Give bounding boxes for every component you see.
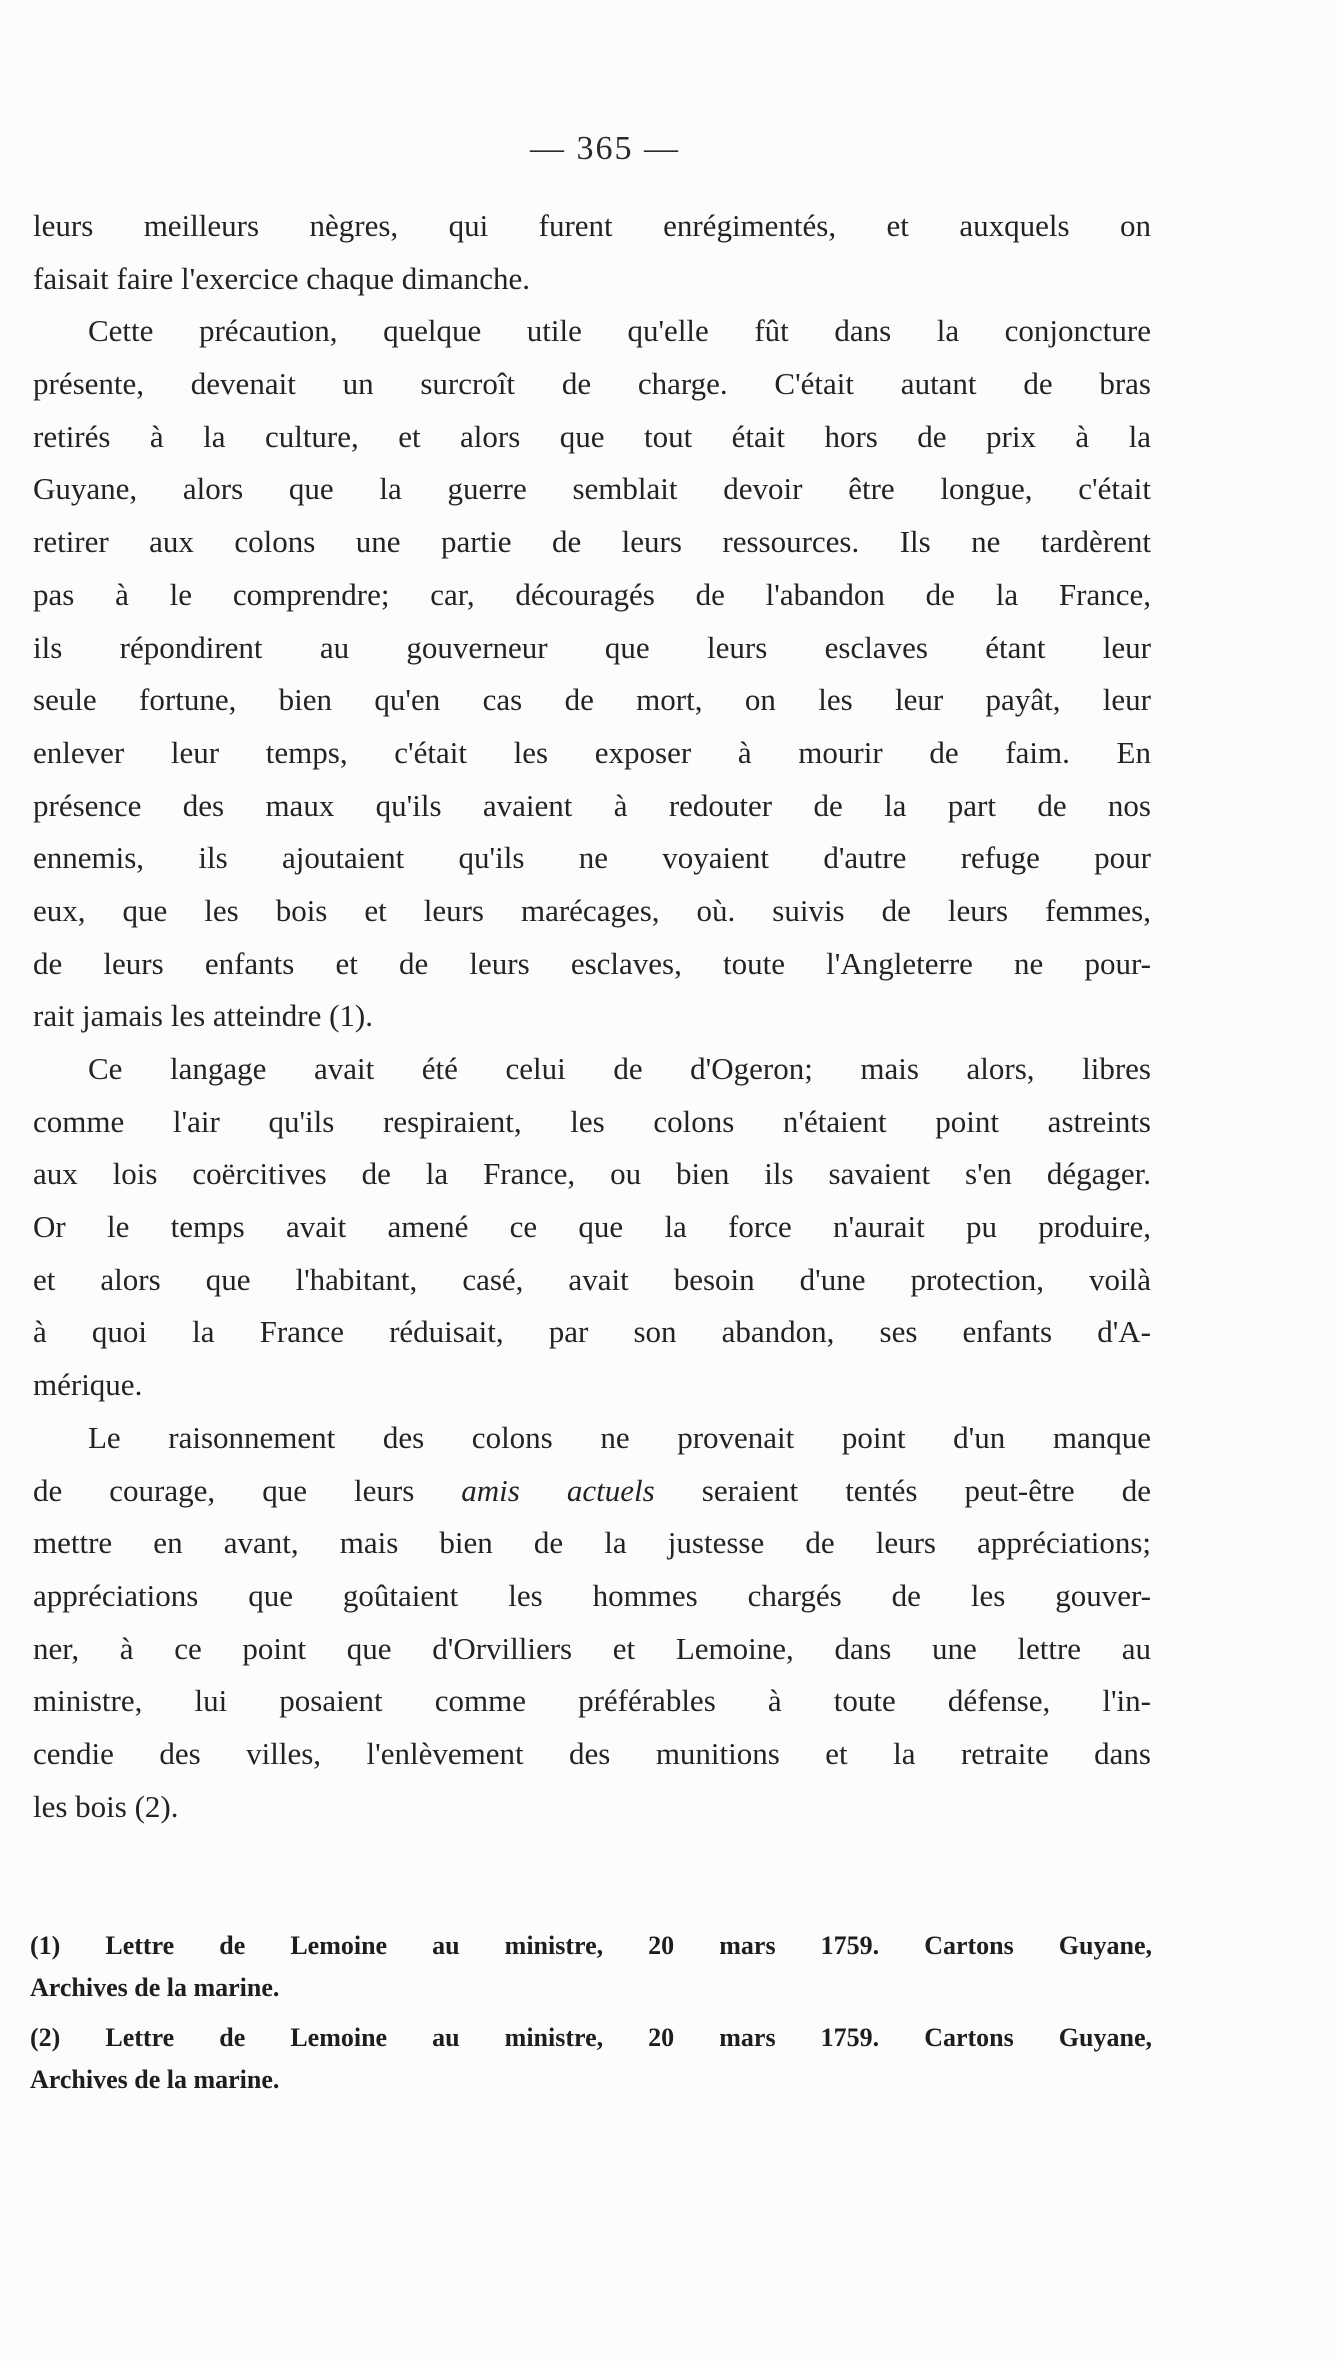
text-line: pas à le comprendre; car, découragés de l'abandon de la France, <box>33 576 1151 612</box>
text-line: faisait faire l'exercice chaque dimanche. <box>33 260 530 296</box>
text-line: présente, devenait un surcroît de charge. C'était autant de bras <box>33 366 1151 402</box>
text-line: les bois (2). <box>33 1788 179 1824</box>
text-line: mettre en avant, mais bien de la justesse de leurs appréciations; <box>33 1525 1151 1561</box>
text-line: ils répondirent au gouverneur que leurs esclaves étant leur <box>33 629 1151 665</box>
text-line: retirer aux colons une partie de leurs ressources. Ils ne tardèrent <box>33 524 1151 560</box>
text-line: Guyane, alors que la guerre semblait devoir être longue, c'était <box>33 471 1151 507</box>
text-line: ministre, lui posaient comme préférables à toute défense, l'in- <box>33 1683 1151 1719</box>
text-line: retirés à la culture, et alors que tout était hors de prix à la <box>33 418 1151 454</box>
text-line: enlever leur temps, c'était les exposer à mourir de faim. En <box>33 734 1151 770</box>
text-line: Or le temps avait amené ce que la force n'aurait pu produire, <box>33 1209 1151 1245</box>
italic-phrase: amis actuels <box>461 1472 655 1508</box>
text-line: Cette précaution, quelque utile qu'elle fût dans la conjoncture <box>88 313 1151 349</box>
page-number: — 365 — <box>530 130 680 167</box>
text-line: appréciations que goûtaient les hommes chargés de les gouver- <box>33 1577 1151 1613</box>
text-line: seule fortune, bien qu'en cas de mort, on les leur payât, leur <box>33 682 1151 718</box>
footnote-2 <box>30 2017 1152 2101</box>
text-line: Le raisonnement des colons ne provenait point d'un manque <box>88 1419 1151 1455</box>
paragraph-4 <box>33 1412 1151 1834</box>
footnote-line: (1) Lettre de Lemoine au ministre, 20 mars 1759. Cartons Guyane, <box>30 1931 1152 1960</box>
text-line: ner, à ce point que d'Orvilliers et Lemoine, dans une lettre au <box>33 1630 1151 1666</box>
text-line: de leurs enfants et de leurs esclaves, toute l'Angleterre ne pour- <box>33 945 1151 981</box>
text-line: et alors que l'habitant, casé, avait besoin d'une protection, voilà <box>33 1261 1151 1297</box>
text-line: eux, que les bois et leurs marécages, où. suivis de leurs femmes, <box>33 892 1151 928</box>
footnotes <box>30 1925 1152 2109</box>
text-line: rait jamais les atteindre (1). <box>33 998 374 1034</box>
text-line: leurs meilleurs nègres, qui furent enrégimentés, et auxquels on <box>33 208 1151 243</box>
text-line: cendie des villes, l'enlèvement des munitions et la retraite dans <box>33 1735 1151 1771</box>
text-line: ennemis, ils ajoutaient qu'ils ne voyaient d'autre refuge pour <box>33 840 1151 876</box>
text-line: comme l'air qu'ils respiraient, les colons n'étaient point astreints <box>33 1103 1151 1139</box>
paragraph-2 <box>33 305 1151 1043</box>
text-line: mérique. <box>33 1367 143 1403</box>
text-line: à quoi la France réduisait, par son abandon, ses enfants d'A- <box>33 1314 1151 1350</box>
text-line: Ce langage avait été celui de d'Ogeron; mais alors, libres <box>88 1051 1151 1086</box>
paragraph-1 <box>33 200 1151 305</box>
footnote-line: Archives de la marine. <box>30 1973 280 2002</box>
footnote-1 <box>30 1925 1152 2009</box>
footnote-line: (2) Lettre de Lemoine au ministre, 20 mars 1759. Cartons Guyane, <box>30 2023 1152 2052</box>
text-line: aux lois coërcitives de la France, ou bien ils savaient s'en dégager. <box>33 1156 1151 1192</box>
text-line: de courage, que leurs amis actuels seraient tentés peut-être de <box>33 1472 1151 1508</box>
body-text <box>33 200 1151 1833</box>
text-line: présence des maux qu'ils avaient à redouter de la part de nos <box>33 787 1151 823</box>
paragraph-3 <box>33 1043 1151 1412</box>
footnote-line: Archives de la marine. <box>30 2065 280 2094</box>
